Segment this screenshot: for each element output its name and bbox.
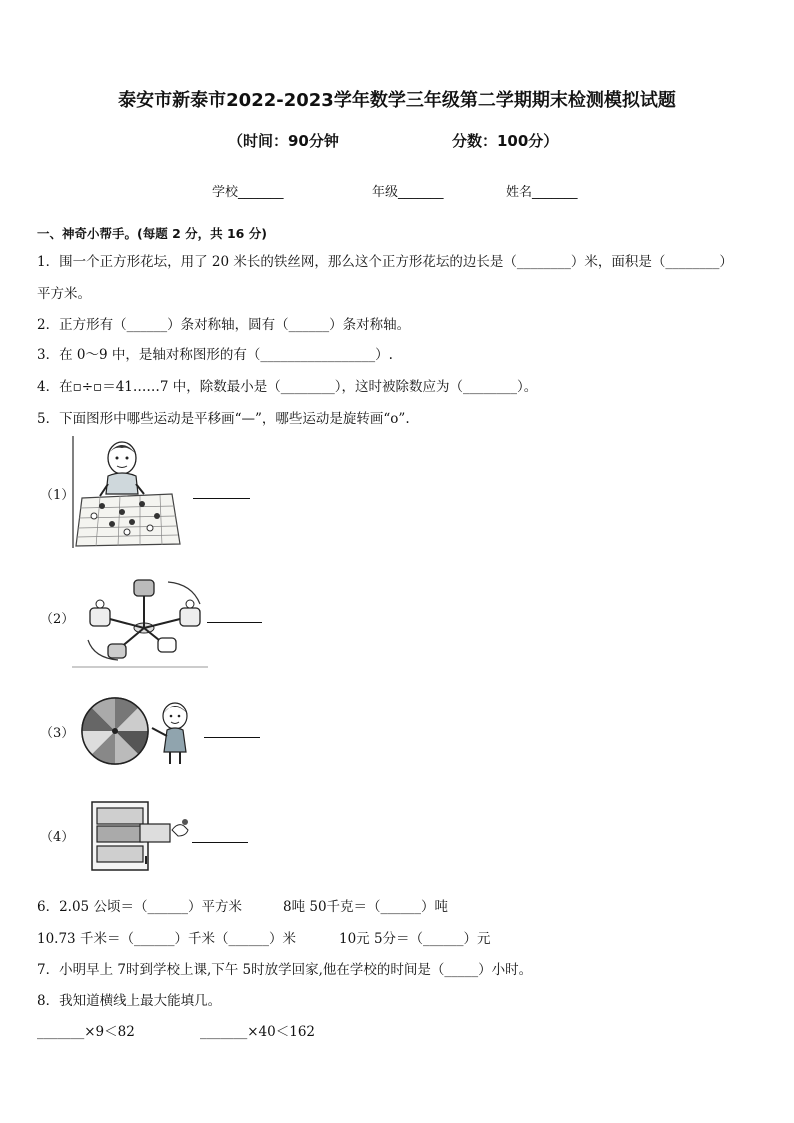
answer-blank-4[interactable] [192, 842, 248, 843]
question-5: 5．下面图形中哪些运动是平移画“—”，哪些运动是旋转画“o”. [37, 411, 410, 427]
name-field: 姓名_______ [506, 185, 578, 200]
question-3: 3．在 0～9 中，是轴对称图形的有（_________________）. [37, 347, 393, 363]
exam-time: （时间：90分钟 [228, 132, 339, 150]
drawer-image [88, 800, 192, 872]
figure-2-label: （2） [40, 612, 75, 627]
question-6-part-3: 10.73 千米＝（______）千米（______）米 [37, 931, 296, 947]
question-7: 7．小明早上 7时到学校上课,下午 5时放学回家,他在学校的时间是（_____）小时。 [37, 962, 533, 978]
grade-field: 年级_______ [372, 185, 444, 200]
question-8-item-a: _______×9＜82 [37, 1024, 135, 1040]
question-6-part-1: 6．2.05 公顷＝（______）平方米 [37, 899, 242, 915]
question-8: 8．我知道横线上最大能填几。 [37, 993, 222, 1009]
carousel-image [72, 570, 208, 670]
spinning-wheel-image [80, 696, 202, 766]
figure-3-label: （3） [40, 726, 75, 741]
question-6-part-4: 10元 5分＝（______）元 [339, 931, 491, 947]
section-heading: 一、神奇小帮手。(每题 2 分，共 16 分) [37, 226, 267, 241]
question-2: 2．正方形有（______）条对称轴，圆有（______）条对称轴。 [37, 317, 411, 333]
figure-4-label: （4） [40, 830, 75, 845]
question-1-line-1: 1．围一个正方形花坛，用了 20 米长的铁丝网，那么这个正方形花坛的边长是（________）米，面积是（________） [37, 254, 733, 270]
page-title: 泰安市新泰市2022-2023学年数学三年级第二学期期末检测模拟试题 [118, 90, 676, 111]
question-6-part-2: 8吨 50千克＝（______）吨 [283, 899, 449, 915]
answer-blank-2[interactable] [207, 622, 262, 623]
school-field: 学校_______ [212, 185, 284, 200]
answer-blank-3[interactable] [204, 737, 260, 738]
figure-1-label: （1） [40, 488, 75, 503]
question-4: 4．在▫÷▫＝41……7 中，除数最小是（________），这时被除数应为（________）。 [37, 379, 538, 395]
answer-blank-1[interactable] [193, 498, 250, 499]
exam-score: 分数：100分） [452, 132, 559, 150]
question-8-item-b: _______×40＜162 [200, 1024, 316, 1040]
question-1-line-2: 平方米。 [37, 286, 91, 302]
chess-boy-image [72, 436, 184, 548]
